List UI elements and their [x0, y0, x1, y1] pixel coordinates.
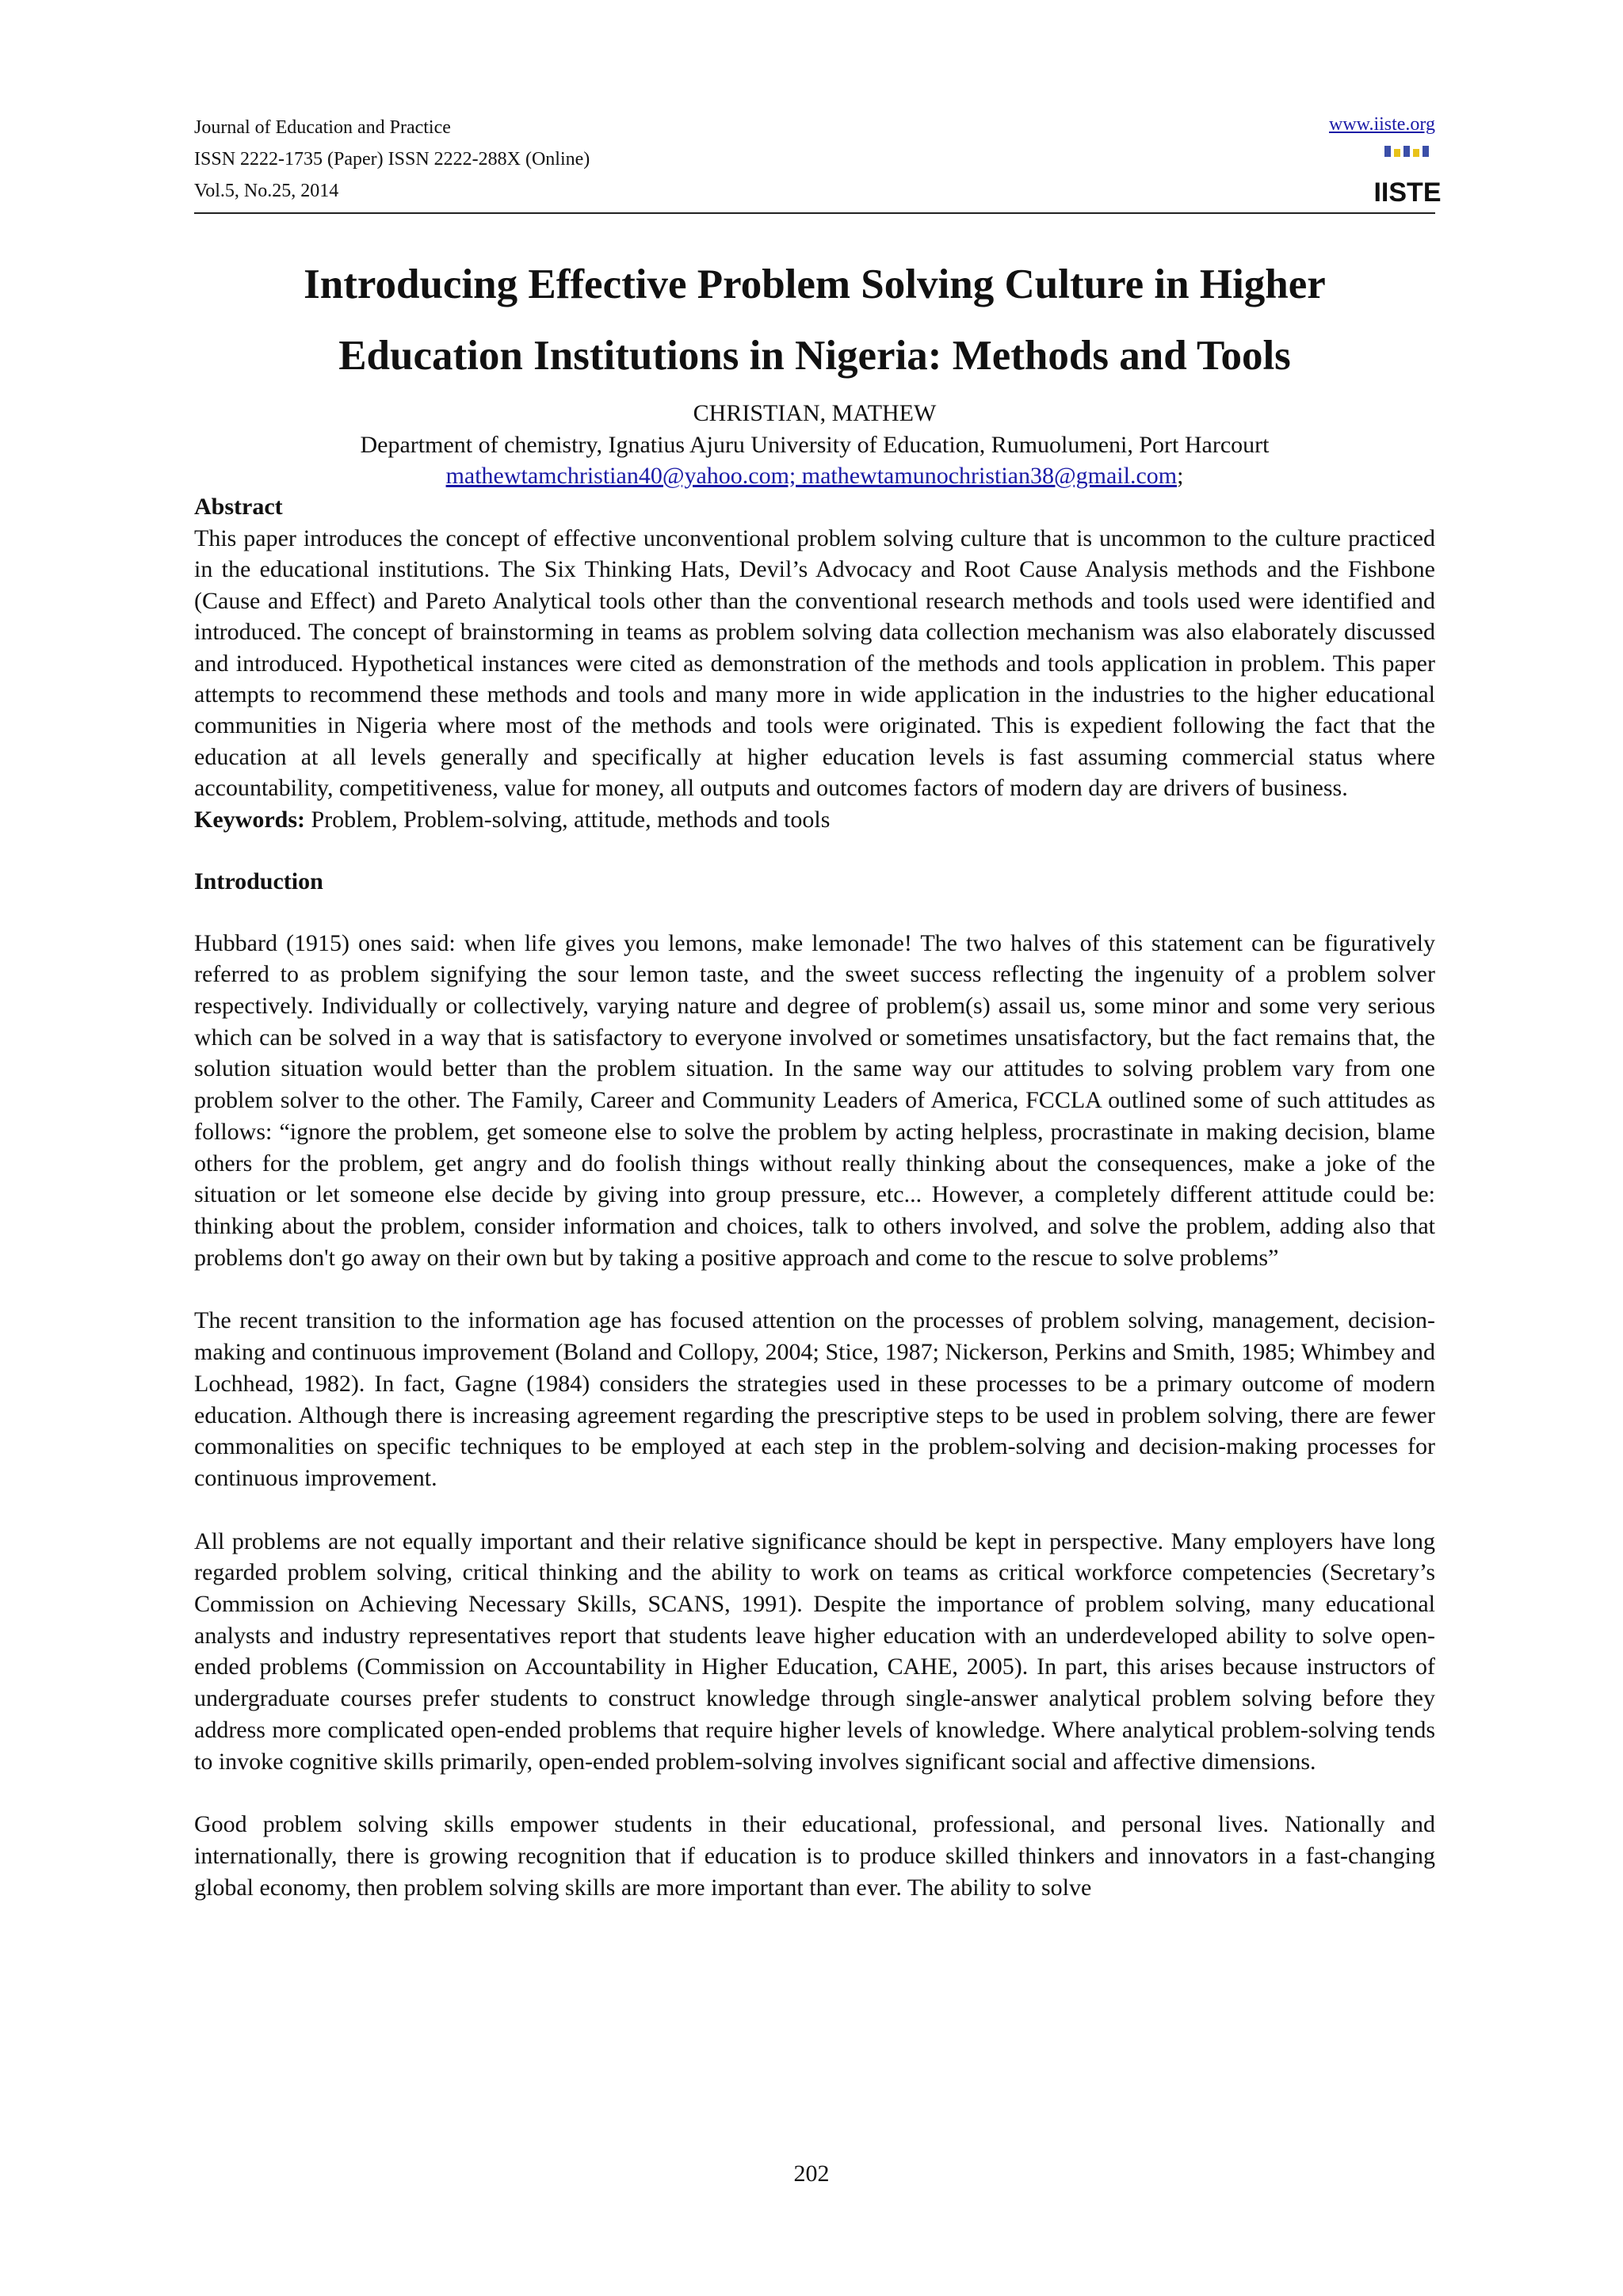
- iiste-logo-icon: [1373, 146, 1442, 208]
- page-number: 202: [793, 2161, 830, 2187]
- intro-paragraph: All problems are not equally important and their relative significance should be kept in perspective. Many employers have long regarded problem solving, critical thinking and the ability to work on teams as critical workforce competencies (Secretary’s Commission on Achieving Necessary Skills, SCANS, 1991). Despite the importance of problem solving, many educational analysts and industry representatives report that students leave higher education with an underdeveloped ability to solve open-ended problems (Commission on Accountability in Higher Education, CAHE, 2005). In part, this arises because instructors of undergraduate courses prefer students to construct knowledge through single-answer analytical problem solving before they address more complicated open-ended problems that require higher levels of knowledge. Where analytical problem-solving tends to invoke cognitive skills primarily, open-ended problem-solving involves significant social and affective dimensions.: [194, 1527, 1435, 1775]
- keywords-text: Problem, Problem-solving, attitude, methods and tools: [304, 806, 831, 833]
- abstract-heading: Abstract: [194, 494, 283, 520]
- issn-line: ISSN 2222-1735 (Paper) ISSN 2222-288X (Online): [194, 149, 590, 170]
- email-links[interactable]: mathewtamchristian40@yahoo.com; mathewtamunochristian38@gmail.com: [445, 463, 1178, 489]
- website-link[interactable]: www.iiste.org: [1329, 114, 1435, 135]
- keywords-line: [194, 804, 1435, 836]
- author-name: CHRISTIAN, MATHEW: [693, 400, 937, 426]
- abstract-text: This paper introduces the concept of effective unconventional problem solving culture that is uncommon to the culture practiced in the educational institutions. The Six Thinking Hats, Devil’s Advocacy and Root Cause Analysis methods and the Fishbone (Cause and Effect) and Pareto Analytical tools other than the conventional research methods and tools used were identified and introduced. The concept of brainstorming in teams as problem solving data collection mechanism was also elaborately discussed and introduced. Hypothetical instances were cited as demonstration of the methods and tools application in problem. This paper attempts to recommend these methods and tools and many more in wide application in the industries to the higher educational communities in Nigeria where most of the methods and tools were originated. This is expedient following the fact that the education at all levels generally and specifically at higher education levels is fast assuming commercial status where accountability, competitiveness, value for money, all outputs and outcomes factors of modern day are drivers of business.: [194, 525, 1435, 802]
- introduction-body: [194, 928, 1435, 1904]
- introduction-heading: Introduction: [194, 868, 323, 894]
- logo-text: IISTE: [1373, 177, 1442, 208]
- email-line: [194, 461, 1435, 491]
- intro-paragraph: The recent transition to the information age has focused attention on the processes of problem solving, management, decision-making and continuous improvement (Boland and Collopy, 2004; Stice, 1987; Nickerson, Perkins and Smith, 1985; Whimbey and Lochhead, 1982). In fact, Gagne (1984) considers the strategies used in these processes to be a primary outcome of modern education. Although there is increasing agreement regarding the prescriptive steps to be used in problem solving, there are fewer commonalities on specific techniques to be employed at each step in the problem-solving and decision-making processes for continuous improvement.: [194, 1307, 1435, 1491]
- intro-paragraph: Hubbard (1915) ones said: when life gives you lemons, make lemonade! The two halves of this statement can be figuratively referred to as problem signifying the sour lemon taste, and the sweet success reflecting the ingenuity of a problem solver respectively. Individually or collectively, varying nature and degree of problem(s) assail us, some minor and some very serious which can be solved in a way that is satisfactory to everyone involved or sometimes unsatisfactory, but the fact remains that, the solution situation would better than the problem situation. In the same way our attitudes to solving problem vary from one problem solver to the other. The Family, Career and Community Leaders of America, FCCLA outlined some of such attitudes as follows: “ignore the problem, get someone else to solve the problem by acting helpless, procrastinate in making decision, blame others for the problem, get angry and do foolish things without really thinking about the consequences, make a joke of the situation or let someone else decide by giving into group pressure, etc... However, a completely different attitude could be: thinking about the problem, consider information and choices, talk to others involved, and solve the problem, adding also that problems don't go away on their own but by taking a positive approach and come to the rescue to solve problems”: [194, 929, 1435, 1271]
- affiliation: Department of chemistry, Ignatius Ajuru University of Education, Rumuolumeni, Port Harcourt: [360, 432, 1270, 458]
- email-suffix: ;: [1177, 463, 1184, 489]
- running-header: [194, 111, 1442, 214]
- intro-paragraph: Good problem solving skills empower students in their educational, professional, and personal lives. Nationally and internationally, there is growing recognition that if education is to produce skilled thinkers and innovators in a fast-changing global economy, then problem solving skills are more important than ever. The ability to solve: [194, 1811, 1435, 1901]
- keywords-label: Keywords:: [194, 806, 305, 833]
- volume-line: Vol.5, No.25, 2014: [194, 181, 339, 201]
- title-line-1: Introducing Effective Problem Solving Culture in Higher: [304, 261, 1326, 307]
- journal-name: Journal of Education and Practice: [194, 117, 451, 138]
- page-content: [194, 111, 1442, 1935]
- paper-title: [194, 249, 1435, 391]
- title-line-2: Education Institutions in Nigeria: Methods and Tools: [338, 333, 1291, 379]
